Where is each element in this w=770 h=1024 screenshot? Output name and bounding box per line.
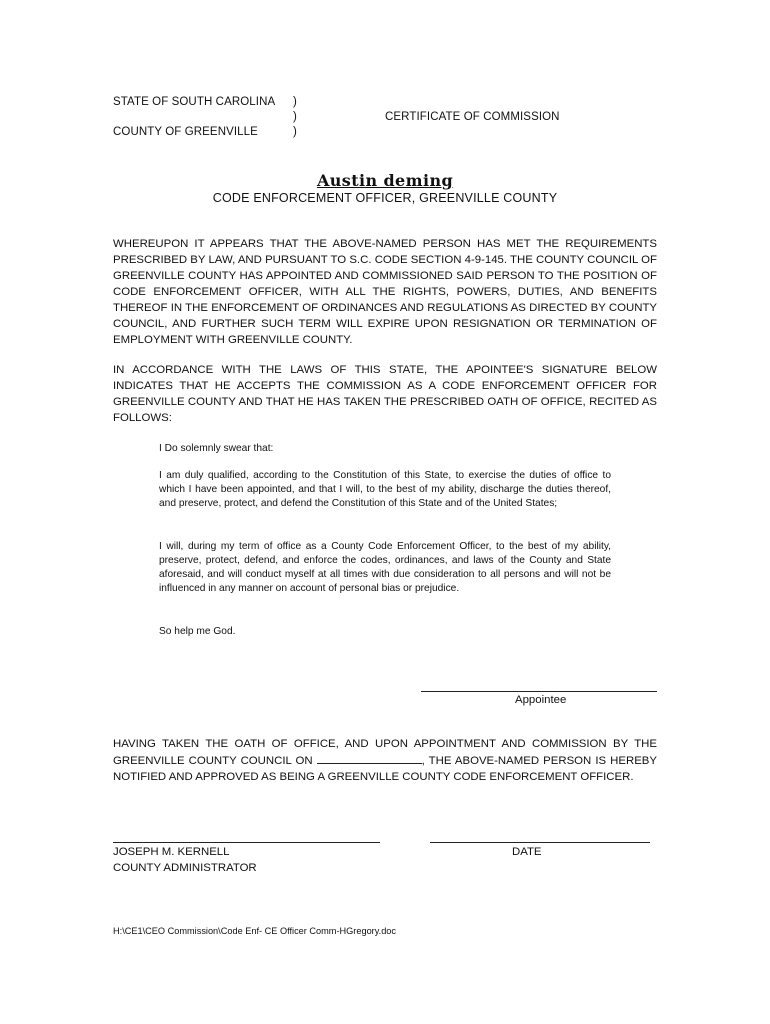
paragraph-accordance: IN ACCORDANCE WITH THE LAWS OF THIS STATE, THE APOINTEE'S SIGNATURE BELOW INDICATES THAT HE ACCEPTS THE COMMISSION AS A CODE ENFORCEMENT OFFICER FOR GREENVILLE COUNTY AND THAT HE HAS TAKEN THE PRESCRIBED OATH OF OFFICE, RECITED AS FOLLOWS: xyxy=(113,364,657,424)
administrator-signature-line xyxy=(113,842,380,843)
header-paren-2: ) xyxy=(293,111,297,123)
council-date-blank xyxy=(317,752,422,764)
footer-file-path: H:\CE1\CEO Commission\Code Enf- CE Officer Comm-HGregory.doc xyxy=(113,926,397,936)
appointee-signature-line xyxy=(421,691,657,692)
paragraph-having-taken xyxy=(113,736,657,785)
administrator-name: JOSEPH M. KERNELL xyxy=(113,846,230,858)
subtitle: CODE ENFORCEMENT OFFICER, GREENVILLE COUNTY xyxy=(212,191,558,205)
header-paren-1: ) xyxy=(293,96,297,108)
administrator-title: COUNTY ADMINISTRATOR xyxy=(113,862,257,874)
oath-closing: So help me God. xyxy=(159,626,236,637)
paragraph-whereupon: WHEREUPON IT APPEARS THAT THE ABOVE-NAMED PERSON HAS MET THE REQUIREMENTS PRESCRIBED BY LAW, AND PURSUANT TO S.C. CODE SECTION 4-9-145. THE COUNTY COUNCIL OF GREENVILLE COUNTY HAS APPOINTED AND COMMISSIONED SAID PERSON TO THE POSITION OF CODE ENFORCEMENT OFFICER, WITH ALL THE RIGHTS, POWERS, DUTIES, AND BENEFITS THEREOF IN THE ENFORCEMENT OF ORDINANCES AND REGULATIONS AS DIRECTED BY COUNTY COUNCIL, AND FURTHER SUCH TERM WILL EXPIRE UPON RESIGNATION OR TERMINATION OF EMPLOYMENT WITH GREENVILLE COUNTY. xyxy=(113,238,657,346)
header-paren-3: ) xyxy=(293,126,297,138)
county-label: COUNTY OF GREENVILLE xyxy=(113,126,258,138)
date-signature-line xyxy=(430,842,650,843)
oath-intro: I Do solemnly swear that: xyxy=(159,443,274,454)
date-label: DATE xyxy=(512,846,542,858)
paragraph-having-taken-part1: HAVING TAKEN THE OATH OF OFFICE, AND UPON APPOINTMENT AND COMMISSION BY THE GREENVILLE COUNTY COUNCIL ON xyxy=(113,738,657,767)
appointee-name: Austin deming xyxy=(316,171,454,190)
paragraph-having-taken-part2: , THE ABOVE-NAMED PERSON IS HEREBY NOTIFIED AND APPROVED AS BEING A GREENVILLE COUNTY CODE ENFORCEMENT OFFICER. xyxy=(113,755,657,783)
state-label: STATE OF SOUTH CAROLINA xyxy=(113,96,276,108)
certificate-title: CERTIFICATE OF COMMISSION xyxy=(385,111,560,123)
appointee-caption: Appointee xyxy=(515,694,567,706)
oath-clause-1: I am duly qualified, according to the Constitution of this State, to exercise the duties of office to which I have been appointed, and that I will, to the best of my ability, discharge the duties thereof, and preserve, protect, and defend the Constitution of this State and of the United States; xyxy=(159,470,611,509)
oath-clause-2: I will, during my term of office as a County Code Enforcement Officer, to the best of my ability, preserve, protect, defend, and enforce the codes, ordinances, and laws of the County and State aforesaid, and will conduct myself at all times with due consideration to all persons and will not be influenced in any manner on account of personal bias or prejudice. xyxy=(159,541,611,594)
